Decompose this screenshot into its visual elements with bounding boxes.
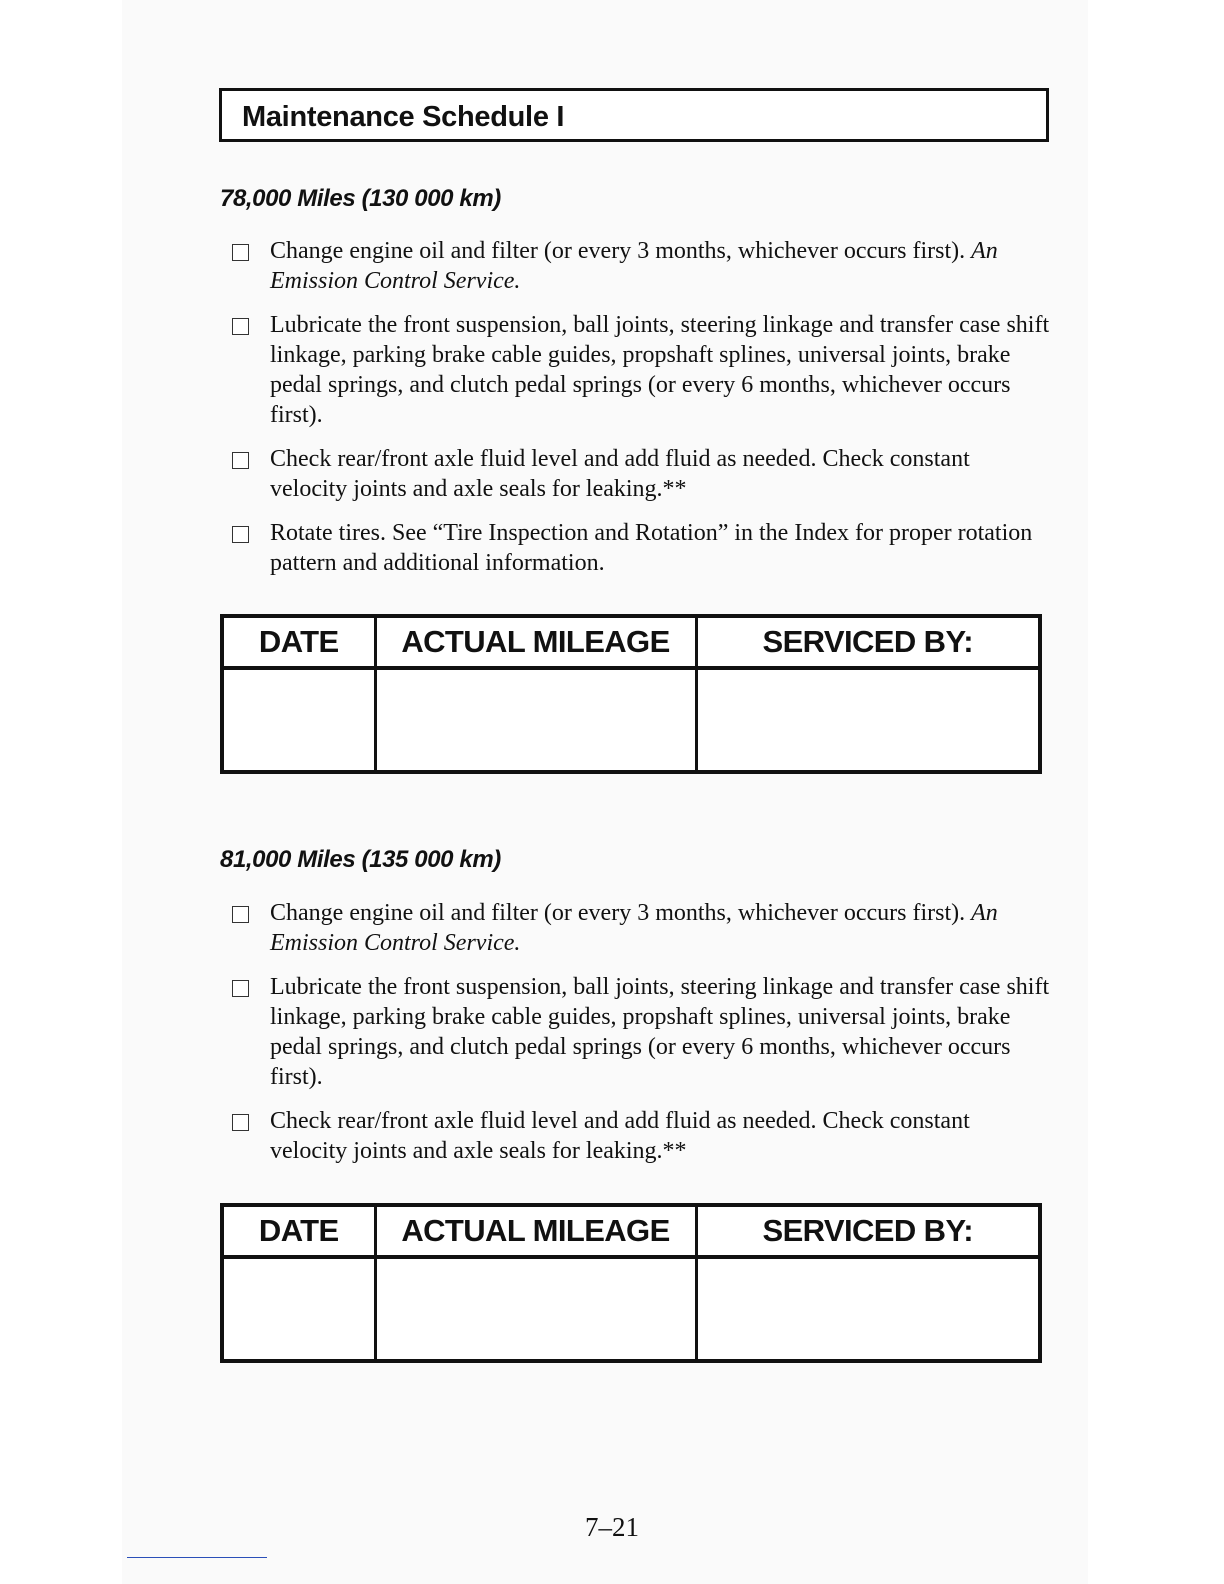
list-item — [232, 444, 1052, 504]
schedule-header — [219, 88, 1049, 142]
service-record-table-78000 — [220, 614, 1042, 774]
item-text: Check rear/front axle fluid level and add fluid as needed. Check constant velocity joints and axle seals for leaking.** — [270, 446, 970, 502]
page-number: 7–21 — [585, 1512, 639, 1542]
item-text: Check rear/front axle fluid level and add fluid as needed. Check constant velocity joints and axle seals for leaking.** — [270, 1108, 970, 1164]
list-item — [232, 310, 1052, 430]
checkbox[interactable] — [232, 318, 249, 335]
item-text: Rotate tires. See “Tire Inspection and Rotation” in the Index for proper rotation pattern and additional information. — [270, 520, 1033, 576]
divider — [127, 1557, 267, 1558]
date-header: DATE — [222, 616, 375, 668]
item-emphasis: An Emission Control Service. — [270, 238, 998, 294]
checkbox[interactable] — [232, 526, 249, 543]
list-item — [232, 1106, 1052, 1166]
item-text: Change engine oil and filter (or every 3 months, whichever occurs first). — [270, 900, 972, 926]
list-item — [232, 972, 1052, 1092]
item-emphasis: An Emission Control Service. — [270, 900, 998, 956]
serviced-by-cell[interactable] — [696, 668, 1040, 772]
actual-mileage-header: ACTUAL MILEAGE — [375, 616, 696, 668]
date-cell[interactable] — [222, 668, 375, 772]
serviced-by-header: SERVICED BY: — [696, 616, 1040, 668]
page-title: Maintenance Schedule I — [242, 101, 565, 133]
serviced-by-header: SERVICED BY: — [696, 1205, 1040, 1257]
actual-mileage-header: ACTUAL MILEAGE — [375, 1205, 696, 1257]
checklist-78000 — [232, 236, 1052, 592]
list-item — [232, 898, 1052, 958]
list-item — [232, 236, 1052, 296]
service-record-table-81000 — [220, 1203, 1042, 1363]
actual-mileage-cell[interactable] — [375, 668, 696, 772]
checkbox[interactable] — [232, 452, 249, 469]
list-item — [232, 518, 1052, 578]
date-header: DATE — [222, 1205, 375, 1257]
serviced-by-cell[interactable] — [696, 1257, 1040, 1361]
checkbox[interactable] — [232, 244, 249, 261]
item-text: Lubricate the front suspension, ball joints, steering linkage and transfer case shift linkage, parking brake cable guides, propshaft splines, universal joints, brake pedal springs, and clutch pedal springs (or every 6 months, whichever occurs first). — [270, 312, 1050, 428]
checklist-81000 — [232, 898, 1052, 1180]
checkbox[interactable] — [232, 906, 249, 923]
item-text: Lubricate the front suspension, ball joints, steering linkage and transfer case shift linkage, parking brake cable guides, propshaft splines, universal joints, brake pedal springs, and clutch pedal springs (or every 6 months, whichever occurs first). — [270, 974, 1050, 1090]
checkbox[interactable] — [232, 1114, 249, 1131]
date-cell[interactable] — [222, 1257, 375, 1361]
actual-mileage-cell[interactable] — [375, 1257, 696, 1361]
checkbox[interactable] — [232, 980, 249, 997]
section-heading-81000: 81,000 Miles (135 000 km) — [220, 846, 501, 873]
section-heading-78000: 78,000 Miles (130 000 km) — [220, 185, 501, 212]
item-text: Change engine oil and filter (or every 3 months, whichever occurs first). — [270, 238, 972, 264]
